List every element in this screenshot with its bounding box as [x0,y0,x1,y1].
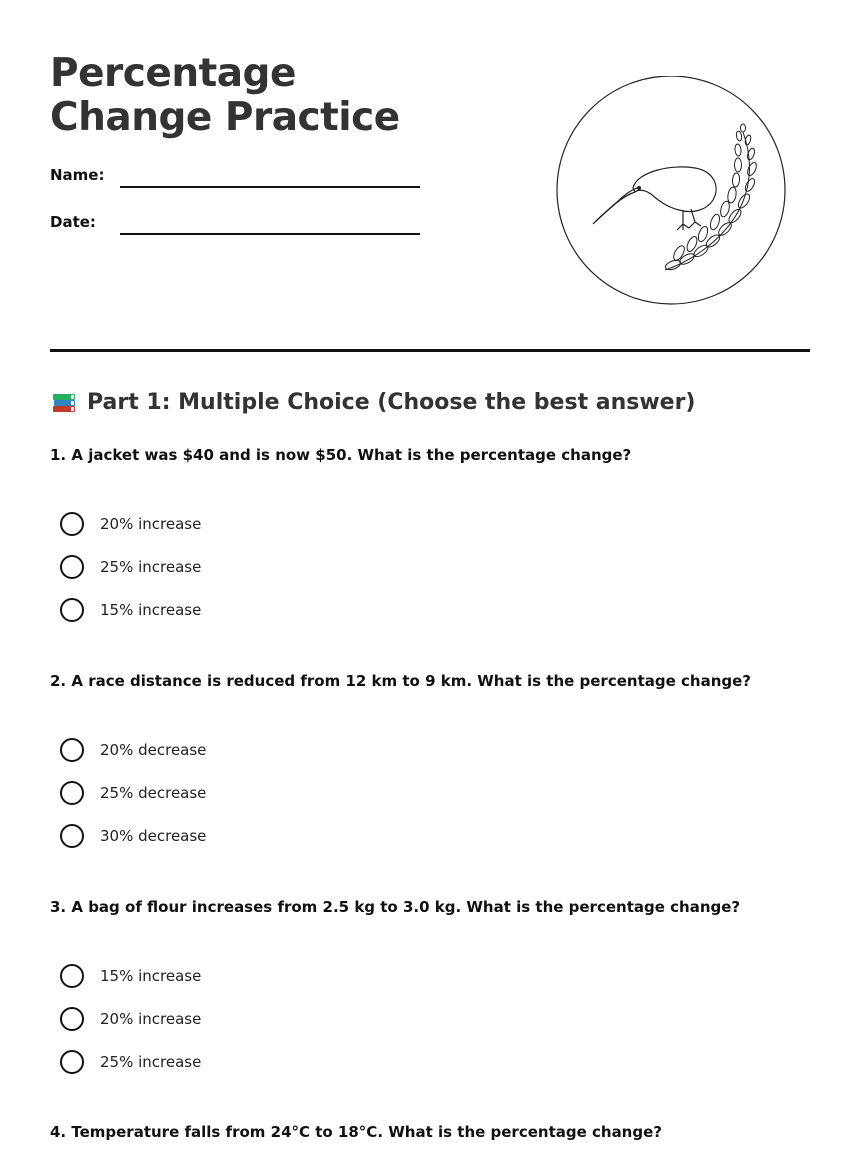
question-text: 1. A jacket was $40 and is now $50. What is the percentage change? [50,446,632,464]
worksheet-header [50,52,810,312]
question-1 [50,445,810,619]
date-field-row [50,211,420,231]
answer-option-label: 25% increase [100,1052,202,1071]
question-text: 2. A race distance is reduced from 12 km to 9 km. What is the percentage change? [50,672,751,690]
answer-option-label: 15% increase [100,600,202,619]
answer-option[interactable] [60,1040,201,1083]
date-label: Date: [50,213,96,231]
question-text: 3. A bag of flour increases from 2.5 kg to 3.0 kg. What is the percentage change? [50,898,741,916]
answer-option-label: 25% increase [100,557,202,576]
radio-button-icon[interactable] [60,781,84,805]
answer-option[interactable] [60,997,201,1040]
answer-option-label: 15% increase [100,966,202,985]
radio-button-icon[interactable] [60,598,84,622]
answer-option[interactable] [60,588,201,631]
answer-option[interactable] [60,728,206,771]
radio-button-icon[interactable] [60,1050,84,1074]
question-4 [50,1122,810,1142]
radio-button-icon[interactable] [60,964,84,988]
kiwi-fern-emblem [555,76,787,308]
date-field[interactable] [120,211,420,235]
question-text: 4. Temperature falls from 24°C to 18°C. What is the percentage change? [50,1123,662,1141]
answer-option-label: 20% decrease [100,740,207,759]
answer-option-label: 30% decrease [100,826,207,845]
answer-option[interactable] [60,954,201,997]
section-title-text: Part 1: Multiple Choice (Choose the best answer) [87,389,696,415]
name-label: Name: [50,166,105,184]
answer-options [60,954,201,1083]
answer-option[interactable] [60,545,201,588]
radio-button-icon[interactable] [60,512,84,536]
books-icon [50,388,78,416]
answer-options [60,728,206,857]
radio-button-icon[interactable] [60,1007,84,1031]
question-3 [50,897,810,1071]
answer-option-label: 20% increase [100,514,202,533]
name-field[interactable] [120,164,420,188]
section-title [50,388,696,416]
radio-button-icon[interactable] [60,824,84,848]
question-2 [50,671,810,845]
answer-options [60,502,201,631]
kiwi-bird-icon [593,167,716,230]
radio-button-icon[interactable] [60,555,84,579]
answer-option-label: 20% increase [100,1009,202,1028]
fern-frond-icon [664,124,758,271]
answer-option[interactable] [60,502,201,545]
header-divider [50,349,810,352]
answer-option-label: 25% decrease [100,783,207,802]
radio-button-icon[interactable] [60,738,84,762]
name-field-row [50,164,420,184]
answer-option[interactable] [60,771,206,814]
answer-option[interactable] [60,814,206,857]
page-title: Percentage Change Practice [50,51,400,140]
